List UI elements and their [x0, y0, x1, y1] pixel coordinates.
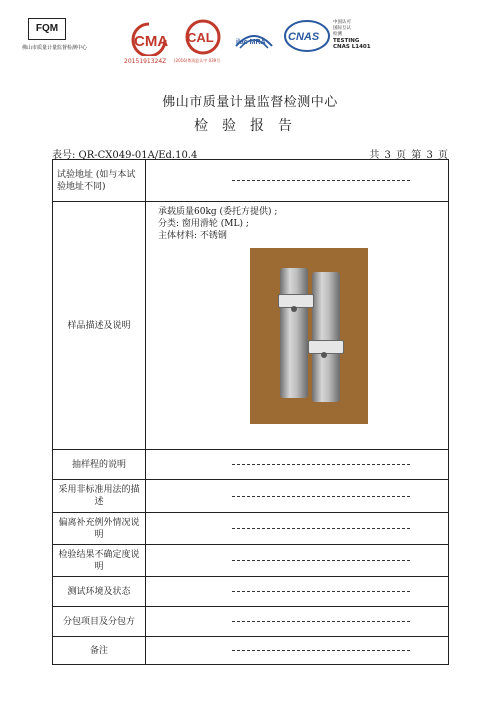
blank-dashes	[232, 464, 410, 465]
cnas-line: 检测	[333, 32, 342, 37]
sampling-procedure-value	[146, 450, 449, 480]
deviation-label: 偏离补充例外情况说明	[53, 513, 146, 545]
logo-bar	[0, 14, 500, 74]
sample-line: 主体材料: 不锈钢	[158, 231, 227, 241]
remarks-label: 备注	[53, 637, 146, 665]
blank-dashes	[232, 591, 410, 592]
pulley-screw	[291, 306, 297, 312]
pulley-screw	[321, 352, 327, 358]
report-title: 检验报告	[194, 118, 306, 134]
deviation-value	[146, 513, 449, 545]
table-row	[53, 637, 449, 665]
uncertainty-label: 检验结果不确定度说明	[53, 545, 146, 577]
cal-logo	[183, 18, 223, 56]
subcontract-value	[146, 607, 449, 637]
sample-line: 承载质量60kg (委托方提供) ;	[158, 207, 278, 217]
ilac-logo-text: ilac MRA	[236, 39, 266, 46]
cnas-logo	[283, 18, 331, 54]
blank-dashes	[232, 650, 410, 651]
sample-description-cell	[146, 202, 449, 450]
report-table	[52, 159, 449, 665]
pulley-rail	[312, 272, 340, 402]
cal-logo-text: CAL	[187, 30, 214, 45]
nonstandard-method-label: 采用非标准用法的描述	[53, 480, 146, 513]
cnas-line: CNAS L1401	[333, 44, 371, 50]
test-environment-value	[146, 577, 449, 607]
cma-logo-text: CMA	[134, 33, 169, 50]
table-row	[53, 607, 449, 637]
page-count: 共 3 页 第 3 页	[369, 150, 448, 161]
test-address-label: 试验地址 (如与本试验地址不同)	[53, 160, 146, 202]
table-row	[53, 160, 449, 202]
table-row	[53, 450, 449, 480]
cma-logo	[127, 22, 171, 56]
subcontract-label: 分包项目及分包方	[53, 607, 146, 637]
blank-dashes	[232, 496, 410, 497]
blank-dashes	[232, 180, 410, 181]
table-row	[53, 545, 449, 577]
ilac-mra-logo	[232, 24, 276, 54]
cal-number: (2016)粤质监认字 039号	[174, 58, 221, 63]
organization-name: 佛山市质量计量监督检测中心	[162, 95, 338, 110]
sample-line: 分类: 窗用滑轮 (ML) ;	[158, 219, 249, 229]
blank-dashes	[232, 560, 410, 561]
sample-photo	[250, 248, 368, 424]
table-row	[53, 202, 449, 450]
blank-dashes	[232, 621, 410, 622]
cma-number: 2015191324Z	[124, 58, 167, 65]
fqm-logo: FQM	[28, 18, 66, 40]
cnas-line: 中国认可	[333, 20, 351, 25]
pulley-rail	[280, 268, 308, 398]
table-row	[53, 480, 449, 513]
blank-dashes	[232, 528, 410, 529]
cnas-line: 国际互认	[333, 26, 351, 31]
test-environment-label: 测试环境及状态	[53, 577, 146, 607]
nonstandard-method-value	[146, 480, 449, 513]
table-row	[53, 513, 449, 545]
sampling-procedure-label: 抽样程的说明	[53, 450, 146, 480]
fqm-caption: 佛山市质量计量监督检测中心	[22, 45, 88, 51]
cnas-accreditation-text	[333, 20, 371, 50]
form-number: 表号: QR-CX049-01A/Ed.10.4	[52, 150, 198, 161]
remarks-value	[146, 637, 449, 665]
test-address-value	[146, 160, 449, 202]
cnas-line: TESTING	[333, 38, 360, 44]
cnas-logo-text: CNAS	[288, 31, 320, 43]
table-row	[53, 577, 449, 607]
uncertainty-value	[146, 545, 449, 577]
sample-description-label: 样品描述及说明	[53, 202, 146, 450]
